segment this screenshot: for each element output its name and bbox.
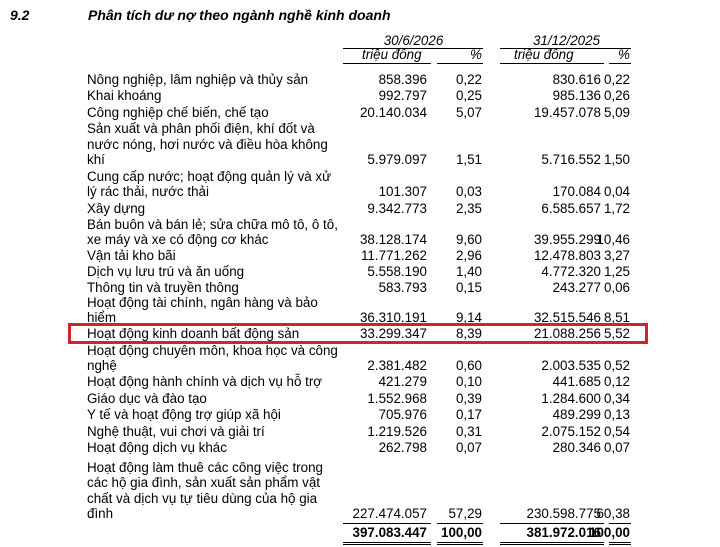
table-row <box>0 407 720 423</box>
pct-period-2: 0,34 <box>603 391 630 407</box>
row-label: Hoạt động dịch vụ khác <box>87 440 227 456</box>
table-row <box>0 72 720 88</box>
row-label: Hoạt động làm thuê các công việc trong các hộ gia đình, sản xuất sản phẩm vật chất và dịch vụ tự tiêu dùng của hộ gia đình <box>87 459 323 522</box>
amount-period-2: 2.075.152 <box>541 424 601 440</box>
pct-period-2: 3,27 <box>603 248 630 264</box>
amount-unit-1: triệu đồng <box>362 47 422 62</box>
amount-period-1: 11.771.262 <box>360 248 427 264</box>
pct-period-1: 0,15 <box>455 280 482 296</box>
amount-period-2: 19.457.078 <box>533 105 601 121</box>
period-2-header: 31/12/2025 <box>532 33 601 48</box>
total-pct-period-2: 100,00 <box>589 525 630 541</box>
pct-period-1: 1,40 <box>455 264 482 280</box>
pct-period-1: 1,51 <box>455 152 482 168</box>
amount-period-2: 280.346 <box>552 440 601 456</box>
amount-period-2: 489.299 <box>552 407 601 423</box>
pct-period-2: 0,52 <box>603 358 630 374</box>
pct-period-2: 1,72 <box>603 201 630 217</box>
pct-period-2: 0,26 <box>603 88 630 104</box>
pct-period-1: 57,29 <box>448 506 482 522</box>
row-label: Bán buôn và bán lẻ; sửa chữa mô tô, ô tô, xe máy và xe có động cơ khác <box>87 216 338 248</box>
row-label: Công nghiệp chế biến, chế tạo <box>87 105 269 121</box>
pct-period-1: 0,22 <box>455 72 482 88</box>
table-row <box>0 456 720 522</box>
amount-unit-2: triệu đồng <box>514 47 574 62</box>
amount-period-1: 5.558.190 <box>367 264 427 280</box>
total-amount-period-2: 381.972.016 <box>526 525 601 541</box>
amount-period-1: 705.976 <box>378 407 427 423</box>
amount-period-1: 583.793 <box>378 280 427 296</box>
pct-period-2: 1,25 <box>603 264 630 280</box>
table-row <box>0 200 720 217</box>
amount-period-1: 36.310.191 <box>359 310 427 326</box>
amount-period-1: 20.140.034 <box>359 105 427 121</box>
total-row <box>0 525 720 541</box>
row-label: Hoạt động tài chính, ngân hàng và bảo hiểm <box>87 294 318 326</box>
row-label: Khai khoáng <box>87 88 162 104</box>
amount-period-2: 1.284.600 <box>541 391 601 407</box>
row-label: Giáo dục và đào tạo <box>87 391 207 407</box>
total-amount-period-1: 397.083.447 <box>352 525 427 541</box>
unit-underline-3 <box>500 63 604 64</box>
pct-period-1: 2,96 <box>455 248 482 264</box>
pct-period-2: 0,07 <box>603 440 630 456</box>
amount-period-2: 830.616 <box>552 72 601 88</box>
total-double-line-3 <box>500 542 604 545</box>
total-pct-period-1: 100,00 <box>441 525 482 541</box>
total-double-line-1 <box>343 542 431 545</box>
amount-period-2: 243.277 <box>552 280 601 296</box>
pct-period-1: 0,07 <box>455 440 482 456</box>
pct-period-2: 0,04 <box>603 184 630 200</box>
amount-period-1: 33.299.347 <box>359 326 427 342</box>
table-row <box>0 280 720 296</box>
pct-period-1: 9,60 <box>455 232 482 248</box>
pct-unit-2: % <box>618 47 630 62</box>
amount-period-2: 985.136 <box>552 88 601 104</box>
amount-period-1: 227.474.057 <box>352 506 427 522</box>
row-label: Xây dựng <box>87 201 146 217</box>
amount-period-1: 421.279 <box>378 374 427 390</box>
amount-period-2: 6.585.657 <box>541 201 601 217</box>
pct-period-2: 5,09 <box>603 105 630 121</box>
table-row <box>0 217 720 248</box>
pct-period-1: 0,25 <box>455 88 482 104</box>
pct-period-1: 8,39 <box>455 326 482 342</box>
row-label: Hoạt động kinh doanh bất động sản <box>87 326 300 342</box>
pct-period-2: 0,12 <box>603 374 630 390</box>
unit-underline-2 <box>437 63 483 64</box>
row-label: Hoạt động chuyên môn, khoa học và công nghệ <box>87 342 338 374</box>
amount-period-2: 170.084 <box>552 184 601 200</box>
table-row <box>0 390 720 407</box>
amount-period-1: 1.552.968 <box>367 391 427 407</box>
pct-period-2: 0,13 <box>603 407 630 423</box>
amount-period-1: 5.979.097 <box>367 152 427 168</box>
row-label: Nông nghiệp, lâm nghiệp và thủy sản <box>87 72 309 88</box>
amount-period-1: 101.307 <box>378 184 427 200</box>
table-row <box>0 296 720 326</box>
pct-period-2: 0,22 <box>603 72 630 88</box>
total-double-line-2 <box>437 542 483 545</box>
pct-period-1: 9,14 <box>455 310 482 326</box>
table-row <box>0 248 720 264</box>
table-row <box>0 88 720 104</box>
amount-period-1: 992.797 <box>378 88 427 104</box>
sum-line-3 <box>500 523 604 524</box>
pct-period-2: 1,50 <box>603 152 630 168</box>
sum-line-4 <box>609 523 631 524</box>
highlight-box <box>68 323 648 344</box>
amount-period-2: 441.685 <box>552 374 601 390</box>
amount-period-1: 9.342.773 <box>367 201 427 217</box>
pct-period-2: 5,52 <box>603 326 630 342</box>
table-row <box>0 121 720 168</box>
table-row <box>0 342 720 374</box>
amount-period-1: 858.396 <box>378 72 427 88</box>
pct-period-2: 10,46 <box>596 232 630 248</box>
amount-period-2: 230.598.775 <box>526 506 601 522</box>
pct-period-1: 2,35 <box>455 201 482 217</box>
sum-line-1 <box>343 523 431 524</box>
section-number: 9.2 <box>10 7 30 23</box>
pct-period-2: 0,54 <box>603 424 630 440</box>
table-row <box>0 168 720 200</box>
pct-period-1: 0,17 <box>455 407 482 423</box>
unit-underline-1 <box>343 63 431 64</box>
row-label: Sản xuất và phân phối điện, khí đốt và nước nóng, hơi nước và điều hòa không khí <box>87 121 328 168</box>
amount-period-1: 2.381.482 <box>367 358 427 374</box>
unit-underline-4 <box>609 63 631 64</box>
pct-period-1: 0,10 <box>455 374 482 390</box>
pct-period-2: 60,38 <box>596 506 630 522</box>
amount-period-1: 262.798 <box>378 440 427 456</box>
amount-period-2: 21.088.256 <box>533 326 601 342</box>
table-row <box>0 423 720 440</box>
row-label: Dịch vụ lưu trú và ăn uống <box>87 264 245 280</box>
amount-period-2: 12.478.803 <box>533 248 601 264</box>
amount-period-1: 1.219.526 <box>367 424 427 440</box>
pct-unit-1: % <box>470 47 482 62</box>
table-row <box>0 264 720 280</box>
row-label: Hoạt động hành chính và dịch vụ hỗ trợ <box>87 374 323 390</box>
row-label: Thông tin và truyền thông <box>87 280 239 296</box>
amount-period-2: 39.955.299 <box>533 232 601 248</box>
table-row <box>0 104 720 121</box>
pct-period-1: 0,31 <box>455 424 482 440</box>
amount-period-2: 2.003.535 <box>541 358 601 374</box>
amount-period-2: 4.772.320 <box>541 264 601 280</box>
amount-period-2: 5.716.552 <box>541 152 601 168</box>
row-label: Cung cấp nước; hoạt động quản lý và xử lý rác thải, nước thải <box>87 168 332 200</box>
amount-period-2: 32.515.546 <box>533 310 601 326</box>
pct-period-1: 5,07 <box>455 105 482 121</box>
row-label: Nghệ thuật, vui chơi và giải trí <box>87 424 265 440</box>
section-title: Phân tích dư nợ theo ngành nghề kinh doanh <box>88 7 391 23</box>
pct-period-1: 0,60 <box>455 358 482 374</box>
amount-period-1: 38.128.174 <box>359 232 427 248</box>
pct-period-1: 0,03 <box>455 184 482 200</box>
pct-period-2: 8,51 <box>603 310 630 326</box>
row-label: Y tế và hoạt động trợ giúp xã hội <box>87 407 281 423</box>
row-label: Vận tải kho bãi <box>87 248 176 264</box>
pct-period-2: 0,06 <box>603 280 630 296</box>
total-double-line-4 <box>609 542 631 545</box>
pct-period-1: 0,39 <box>455 391 482 407</box>
table-row <box>0 374 720 390</box>
table-row <box>0 440 720 456</box>
sum-line-2 <box>437 523 483 524</box>
period-1-header: 30/6/2026 <box>383 33 444 48</box>
